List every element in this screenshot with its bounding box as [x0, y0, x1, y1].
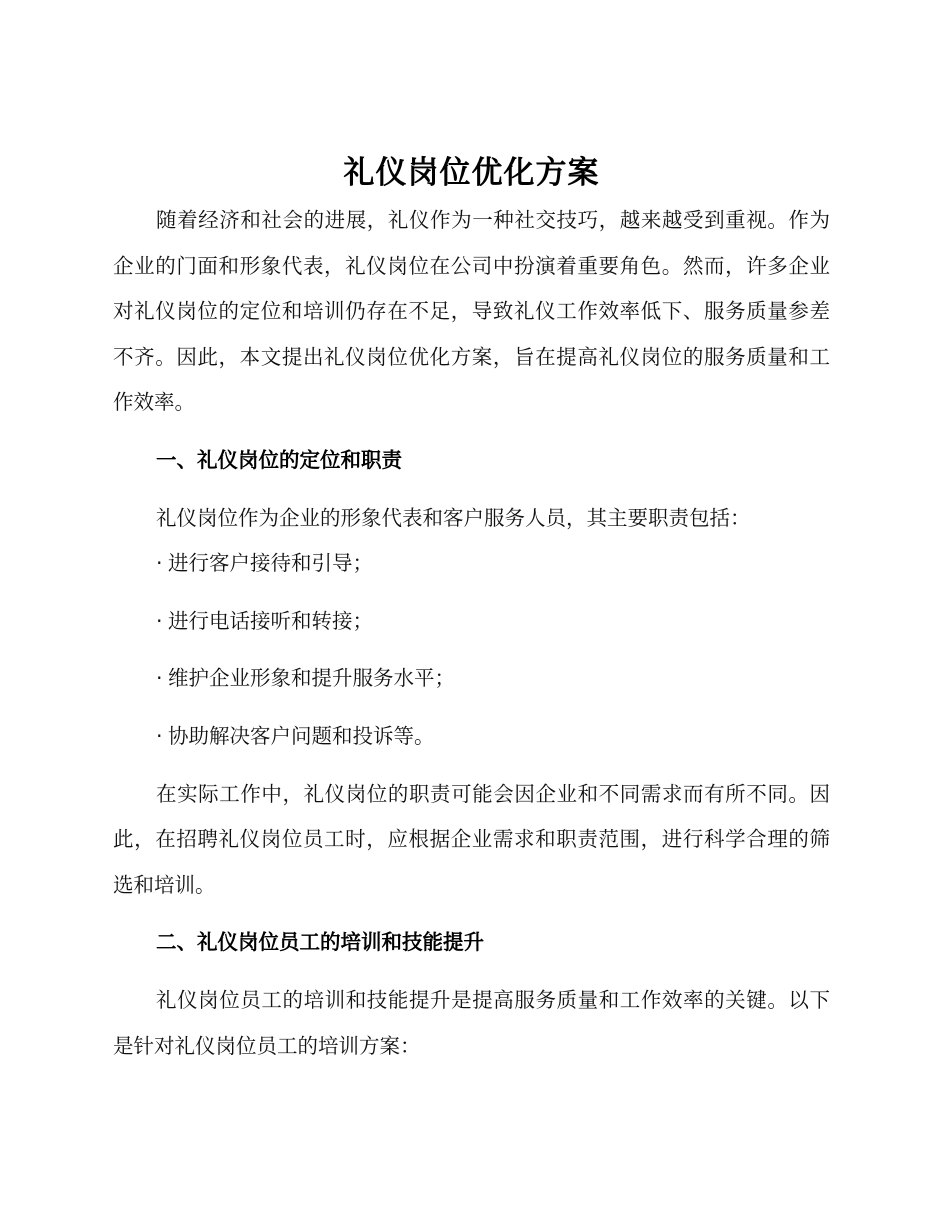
section-2-lead: 礼仪岗位员工的培训和技能提升是提高服务质量和工作效率的关键。以下是针对礼仪岗位员工的培训方案： — [113, 987, 830, 1058]
list-item — [113, 656, 830, 702]
section-2-heading: 二、礼仪岗位员工的培训和技能提升 — [156, 930, 484, 955]
list-item-text: 进行客户接待和引导； — [168, 551, 373, 576]
section-1-closing: 在实际工作中，礼仪岗位的职责可能会因企业和不同需求而有所不同。因此，在招聘礼仪岗位员工时，应根据企业需求和职责范围，进行科学合理的筛选和培训。 — [113, 781, 830, 897]
list-item-text: 进行电话接听和转接； — [168, 608, 373, 633]
bullet-symbol: · — [156, 551, 163, 576]
document-title: 礼仪岗位优化方案 — [343, 155, 600, 191]
duties-list — [113, 541, 830, 759]
list-item — [113, 541, 830, 587]
bullet-symbol: · — [156, 723, 163, 748]
list-item — [113, 599, 830, 645]
bullet-symbol: · — [156, 666, 163, 691]
section-1-heading: 一、礼仪岗位的定位和职责 — [156, 447, 402, 472]
bullet-symbol: · — [156, 608, 163, 633]
list-item-text: 维护企业形象和提升服务水平； — [168, 666, 455, 691]
intro-paragraph: 随着经济和社会的进展，礼仪作为一种社交技巧，越来越受到重视。作为企业的门面和形象代表，礼仪岗位在公司中扮演着重要角色。然而，许多企业对礼仪岗位的定位和培训仍存在不足，导致礼仪工作效率低下、服务质量参差不齐。因此，本文提出礼仪岗位优化方案，旨在提高礼仪岗位的服务质量和工作效率。 — [113, 208, 830, 415]
section-1-lead: 礼仪岗位作为企业的形象代表和客户服务人员，其主要职责包括： — [156, 505, 751, 530]
list-item-text: 协助解决客户问题和投诉等。 — [168, 723, 435, 748]
document-body — [113, 148, 830, 1069]
list-item — [113, 714, 830, 760]
